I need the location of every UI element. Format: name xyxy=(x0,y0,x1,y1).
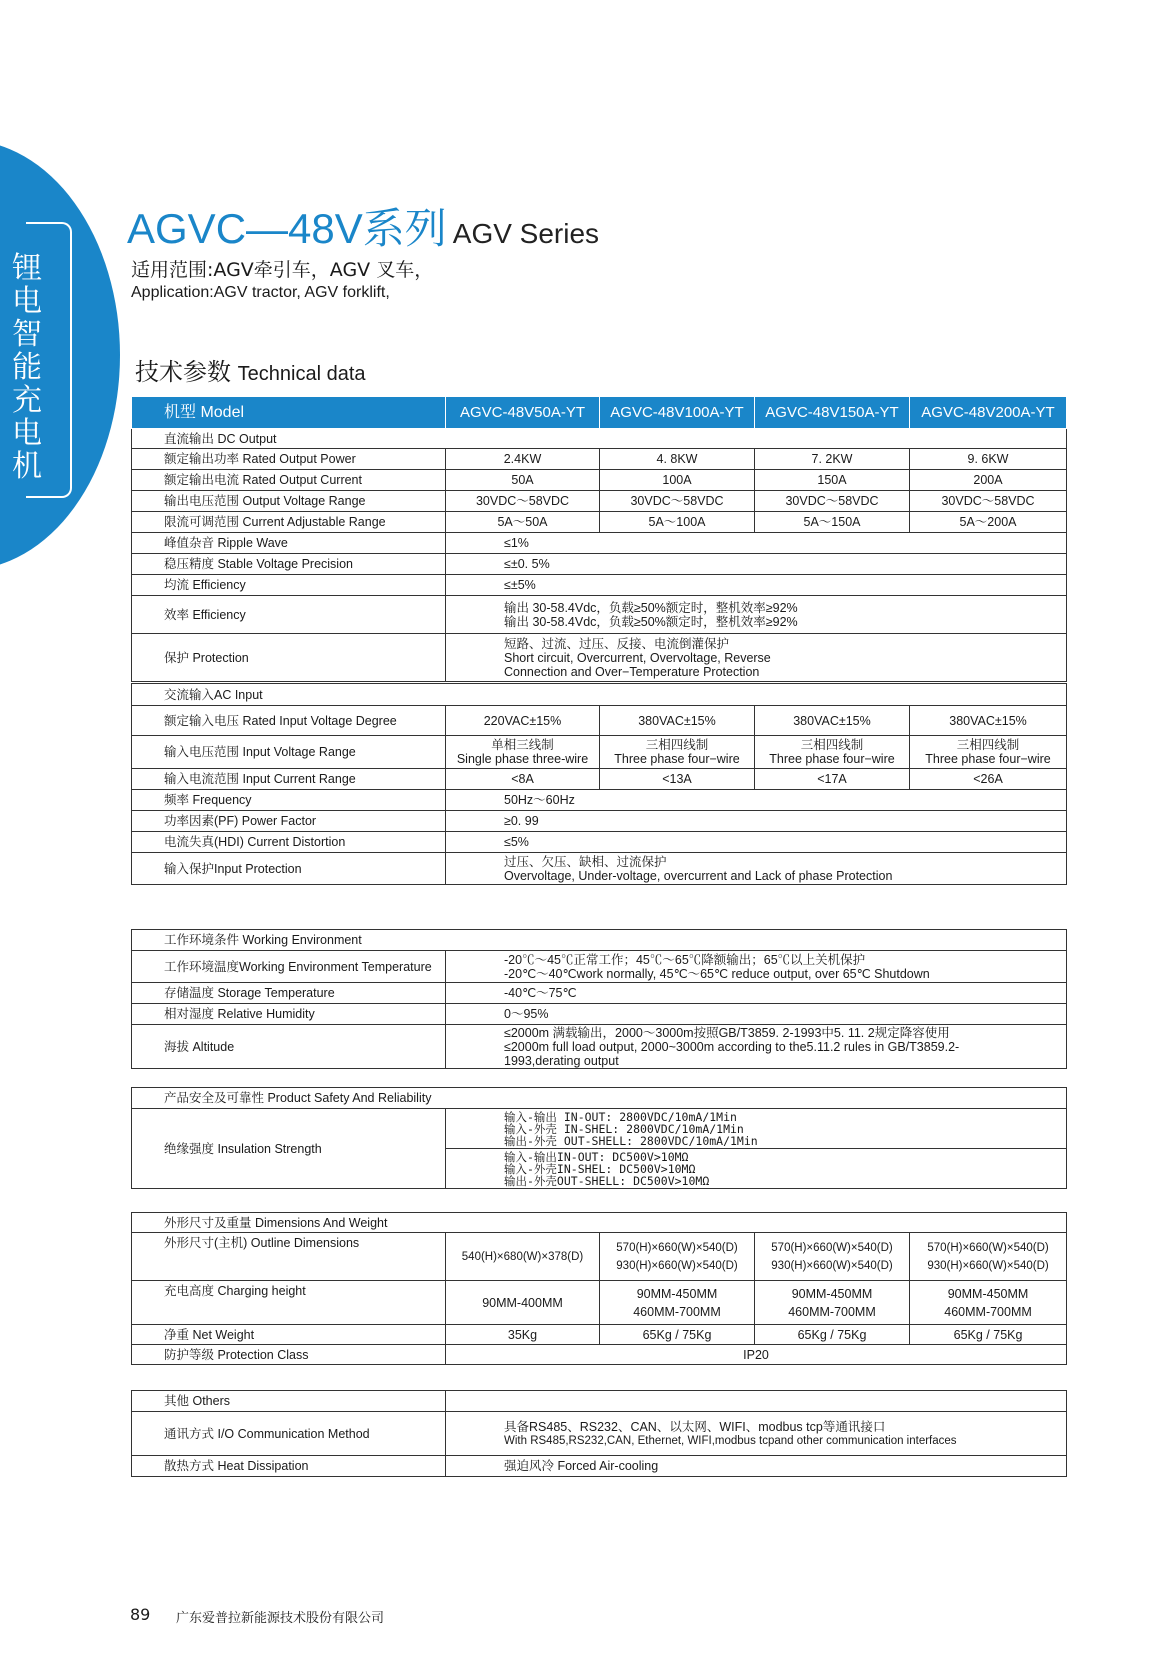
cell xyxy=(446,1025,1067,1069)
cell xyxy=(446,853,1067,885)
table-row xyxy=(132,449,1067,470)
row-label: 绝缘强度 Insulation Strength xyxy=(132,1109,446,1189)
table-row xyxy=(132,769,1067,790)
row-label: 存储温度 Storage Temperature xyxy=(132,983,446,1004)
cell: 220VAC±15% xyxy=(446,706,600,736)
env-section-title: 工作环境条件 Working Environment xyxy=(132,930,1067,951)
others-section-title: 其他 Others xyxy=(132,1391,446,1412)
cell: ≤±5% xyxy=(446,575,1067,596)
model-name: AGVC-48V200A-YT xyxy=(910,397,1067,429)
cell xyxy=(446,596,1067,634)
cell: 5A～50A xyxy=(446,512,600,533)
row-label: 防护等级 Protection Class xyxy=(132,1345,446,1365)
cell: 4. 8KW xyxy=(600,449,755,470)
application-zh: 适用范围:AGV牵引车，AGV 叉车， xyxy=(131,259,434,281)
cell xyxy=(910,1233,1067,1281)
model-name: AGVC-48V100A-YT xyxy=(600,397,755,429)
cell: 380VAC±15% xyxy=(600,706,755,736)
application-en: Application:AGV tractor, AGV forklift, xyxy=(131,284,390,301)
model-name: AGVC-48V150A-YT xyxy=(755,397,910,429)
cell xyxy=(600,1281,755,1325)
table-row xyxy=(132,983,1067,1004)
cell: 30VDC～58VDC xyxy=(446,491,600,512)
page-title xyxy=(127,196,599,256)
insulation-line: 输入-输出IN-OUT: DC500V>10MΩ xyxy=(504,1149,689,1164)
protection-line: Overvoltage, Under-voltage, overcurrent and Lack of phase Protection xyxy=(504,868,893,883)
table-row xyxy=(132,853,1067,885)
dc-section-title: 直流输出 DC Output xyxy=(132,429,1067,449)
row-label: 输入电压范围 Input Voltage Range xyxy=(132,736,446,769)
row-label: 外形尺寸(主机) Outline Dimensions xyxy=(132,1233,446,1281)
table-row xyxy=(132,1345,1067,1365)
cell: 2.4KW xyxy=(446,449,600,470)
cell xyxy=(446,1412,1067,1456)
cell xyxy=(910,1281,1067,1325)
table-row xyxy=(132,533,1067,554)
table-row xyxy=(132,1109,1067,1149)
table-row xyxy=(132,634,1067,682)
cell: 150A xyxy=(755,470,910,491)
cell: 65Kg / 75Kg xyxy=(910,1325,1067,1345)
cell: IP20 xyxy=(446,1345,1067,1365)
table-row xyxy=(132,512,1067,533)
efficiency-line: 输出 30-58.4Vdc，负载≥50%额定时，整机效率≥92% xyxy=(504,600,798,615)
table-row xyxy=(132,1281,1067,1325)
cell: <26A xyxy=(910,769,1067,790)
row-label: 电流失真(HDI) Current Distortion xyxy=(132,832,446,853)
cell: 5A～150A xyxy=(755,512,910,533)
cell: <13A xyxy=(600,769,755,790)
phase-en: Three phase four−wire xyxy=(614,752,740,766)
row-label: 限流可调范围 Current Adjustable Range xyxy=(132,512,446,533)
height-line: 90MM-450MM xyxy=(791,1286,873,1301)
height-line: 460MM-700MM xyxy=(944,1304,1032,1319)
row-label: 输出电压范围 Output Voltage Range xyxy=(132,491,446,512)
temp-line: -20℃～40℃work normally, 45℃～65℃ reduce output, over 65℃ Shutdown xyxy=(504,966,930,981)
company-name: 广东爱普拉新能源技术股份有限公司 xyxy=(176,1611,385,1626)
protection-line: Short circuit, Overcurrent, Overvoltage, Reverse xyxy=(504,650,771,665)
table-row xyxy=(132,1233,1067,1281)
row-label: 稳压精度 Stable Voltage Precision xyxy=(132,554,446,575)
insulation-line: 输入-输出 IN-OUT: 2800VDC/10mA/1Min xyxy=(504,1109,737,1124)
row-label: 输入保护Input Protection xyxy=(132,853,446,885)
dim-line: 570(H)×660(W)×540(D) xyxy=(771,1241,893,1254)
cell: 100A xyxy=(600,470,755,491)
cell: 30VDC～58VDC xyxy=(910,491,1067,512)
row-label: 输入电流范围 Input Current Range xyxy=(132,769,446,790)
cell: 0～95% xyxy=(446,1004,1067,1025)
dim-line: 930(H)×660(W)×540(D) xyxy=(771,1259,893,1272)
table-row xyxy=(132,470,1067,491)
phase-zh: 单相三线制 xyxy=(491,738,554,752)
row-label: 额定输入电压 Rated Input Voltage Degree xyxy=(132,706,446,736)
cell: 380VAC±15% xyxy=(910,706,1067,736)
phase-zh: 三相四线制 xyxy=(800,738,864,752)
row-label: 频率 Frequency xyxy=(132,790,446,811)
row-label: 充电高度 Charging height xyxy=(132,1281,446,1325)
ac-input-table xyxy=(131,683,1067,885)
altitude-line: ≤2000m 满载输出，2000～3000m按照GB/T3859. 2-1993中5. 11. 2规定降容使用 xyxy=(504,1025,950,1040)
cell xyxy=(446,634,1067,682)
model-header-row xyxy=(132,397,1067,429)
dc-output-table xyxy=(131,396,1067,682)
table-row xyxy=(132,554,1067,575)
cell: ≤5% xyxy=(446,832,1067,853)
table-row xyxy=(132,1456,1067,1477)
cell: 540(H)×680(W)×378(D) xyxy=(446,1233,600,1281)
cell xyxy=(446,736,600,769)
dim-line: 570(H)×660(W)×540(D) xyxy=(927,1241,1049,1254)
row-label: 相对湿度 Relative Humidity xyxy=(132,1004,446,1025)
cell: 200A xyxy=(910,470,1067,491)
insulation-line: 输出-外壳OUT-SHELL: DC500V>10MΩ xyxy=(504,1173,710,1188)
cell: ≤±0. 5% xyxy=(446,554,1067,575)
cell: ≥0. 99 xyxy=(446,811,1067,832)
cell: 30VDC～58VDC xyxy=(755,491,910,512)
title-main: AGVC—48V系列 xyxy=(127,205,447,252)
phase-en: Three phase four−wire xyxy=(769,752,895,766)
comm-line: 具备RS485、RS232、CAN、以太网、WIFI、modbus tcp等通讯接口 xyxy=(504,1419,886,1434)
table-row xyxy=(132,790,1067,811)
cell: 65Kg / 75Kg xyxy=(600,1325,755,1345)
table-row xyxy=(132,575,1067,596)
cell xyxy=(446,951,1067,983)
row-label: 额定输出功率 Rated Output Power xyxy=(132,449,446,470)
section-title-zh: 技术参数 xyxy=(135,359,231,386)
cell: 90MM-400MM xyxy=(446,1281,600,1325)
model-label: 机型 Model xyxy=(132,397,446,429)
environment-table xyxy=(131,929,1067,1069)
row-label: 额定输出电流 Rated Output Current xyxy=(132,470,446,491)
cell xyxy=(446,1149,1067,1189)
insulation-line: 输出-外壳 OUT-SHELL: 2800VDC/10mA/1Min xyxy=(504,1133,758,1148)
table-row xyxy=(132,951,1067,983)
altitude-line: ≤2000m full load output, 2000~3000m according to the5.11.2 rules in GB/T3859.2- xyxy=(504,1039,960,1054)
cell: <17A xyxy=(755,769,910,790)
cell: 9. 6KW xyxy=(910,449,1067,470)
insulation-line: 输入-外壳 IN-SHEL: 2800VDC/10mA/1Min xyxy=(504,1121,744,1136)
table-row xyxy=(132,596,1067,634)
page-number: 89 xyxy=(130,1605,151,1624)
comm-line: With RS485,RS232,CAN, Ethernet, WIFI,modbus tcpand other communication interfaces xyxy=(504,1434,957,1447)
others-table xyxy=(131,1390,1067,1477)
cell xyxy=(755,1233,910,1281)
efficiency-line: 输出 30-58.4Vdc，负载≥50%额定时，整机效率≥92% xyxy=(504,614,798,629)
cell xyxy=(910,736,1067,769)
safety-table xyxy=(131,1087,1067,1189)
cell xyxy=(446,1109,1067,1149)
table-row xyxy=(132,1325,1067,1345)
cell: <8A xyxy=(446,769,600,790)
table-row xyxy=(132,832,1067,853)
cell xyxy=(755,1281,910,1325)
protection-line: 短路、过流、过压、反接、电流倒灌保护 xyxy=(504,636,730,651)
cell xyxy=(446,1391,1067,1412)
cell: 7. 2KW xyxy=(755,449,910,470)
cell: -40℃～75℃ xyxy=(446,983,1067,1004)
cell: 65Kg / 75Kg xyxy=(755,1325,910,1345)
row-label: 海拔 Altitude xyxy=(132,1025,446,1069)
safety-section-title: 产品安全及可靠性 Product Safety And Reliability xyxy=(132,1088,1067,1109)
cell xyxy=(755,736,910,769)
protection-line: 过压、欠压、缺相、过流保护 xyxy=(504,854,667,869)
sidebar-vertical-title: 锂电智能充电机 xyxy=(12,251,42,484)
table-row xyxy=(132,1412,1067,1456)
cell: 强迫风冷 Forced Air-cooling xyxy=(446,1456,1067,1477)
section-title-en: Technical data xyxy=(237,363,366,385)
cell: 50Hz～60Hz xyxy=(446,790,1067,811)
cell: 380VAC±15% xyxy=(755,706,910,736)
model-name: AGVC-48V50A-YT xyxy=(446,397,600,429)
cell: 35Kg xyxy=(446,1325,600,1345)
phase-en: Single phase three-wire xyxy=(456,752,589,766)
cell: 30VDC～58VDC xyxy=(600,491,755,512)
row-label: 通讯方式 I/O Communication Method xyxy=(132,1412,446,1456)
cell: ≤1% xyxy=(446,533,1067,554)
protection-line: Connection and Over−Temperature Protection xyxy=(504,664,760,679)
cell: 50A xyxy=(446,470,600,491)
phase-zh: 三相四线制 xyxy=(956,738,1020,752)
dimensions-table xyxy=(131,1212,1067,1365)
table-row xyxy=(132,1004,1067,1025)
table-row xyxy=(132,706,1067,736)
altitude-line: 1993,derating output xyxy=(504,1053,619,1068)
ac-section-title: 交流输入AC Input xyxy=(132,684,1067,706)
cell: 5A～200A xyxy=(910,512,1067,533)
row-label: 均流 Efficiency xyxy=(132,575,446,596)
dim-line: 930(H)×660(W)×540(D) xyxy=(927,1259,1049,1272)
phase-en: Three phase four−wire xyxy=(925,752,1051,766)
table-row xyxy=(132,491,1067,512)
dim-line: 930(H)×660(W)×540(D) xyxy=(616,1259,738,1272)
temp-line: -20℃～45℃正常工作；45℃～65℃降额输出；65℃以上关机保护 xyxy=(504,952,866,967)
insulation-line: 输入-外壳IN-SHEL: DC500V>10MΩ xyxy=(504,1161,696,1176)
cell xyxy=(600,1233,755,1281)
row-label: 峰值杂音 Ripple Wave xyxy=(132,533,446,554)
section-title xyxy=(135,352,366,387)
dim-line: 570(H)×660(W)×540(D) xyxy=(616,1241,738,1254)
height-line: 460MM-700MM xyxy=(633,1304,721,1319)
table-row xyxy=(132,736,1067,769)
height-line: 90MM-450MM xyxy=(636,1286,718,1301)
row-label: 保护 Protection xyxy=(132,634,446,682)
phase-zh: 三相四线制 xyxy=(645,738,709,752)
title-en: AGV Series xyxy=(452,218,600,249)
table-row xyxy=(132,811,1067,832)
height-line: 460MM-700MM xyxy=(788,1304,876,1319)
row-label: 净重 Net Weight xyxy=(132,1325,446,1345)
cell: 5A～100A xyxy=(600,512,755,533)
row-label: 工作环境温度Working Environment Temperature xyxy=(132,951,446,983)
row-label: 散热方式 Heat Dissipation xyxy=(132,1456,446,1477)
row-label: 效率 Efficiency xyxy=(132,596,446,634)
table-row xyxy=(132,1025,1067,1069)
height-line: 90MM-450MM xyxy=(947,1286,1029,1301)
dims-section-title: 外形尺寸及重量 Dimensions And Weight xyxy=(132,1213,1067,1233)
cell xyxy=(600,736,755,769)
row-label: 功率因素(PF) Power Factor xyxy=(132,811,446,832)
